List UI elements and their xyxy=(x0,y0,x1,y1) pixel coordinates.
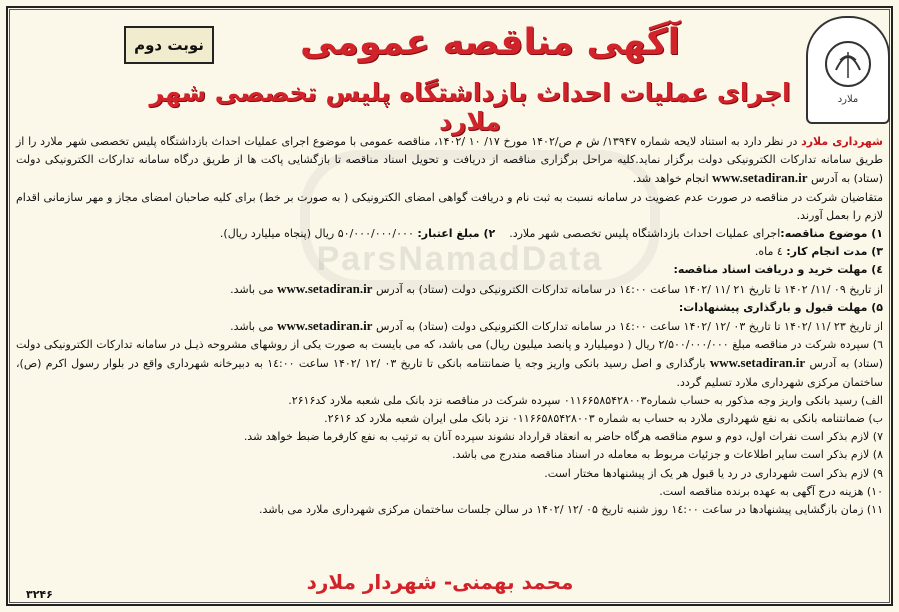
s5-text: از تاریخ ۲۳ /۱۱ /۱۴۰۲ تا تاریخ ۰۳ /۱۲ /۱۴۰۲ ساعت ۱٤:۰۰ در سامانه تدارکات الکترونیکی دولت (ستاد) به آدرس xyxy=(372,320,883,334)
s1-label: ۱) موضوع مناقصه: xyxy=(780,227,883,241)
s3-label: ۳) مدت انجام کار: xyxy=(786,245,883,259)
section-6 xyxy=(16,336,883,392)
setadiran-link[interactable]: www.setadiran.ir xyxy=(712,170,808,186)
section-11: ۱۱) زمان بازگشایی پیشنهادها در ساعت ۱٤:۰۰ روز شنبه تاریخ ۰۵ /۱۲ /۱۴۰۲ در سالن جلسات ساختمان مرکزی شهرداری ملارد می باشد. xyxy=(259,503,883,517)
intro-end: انجام خواهد شد. xyxy=(632,172,713,186)
s4-end: می باشد. xyxy=(230,282,278,296)
notice-header xyxy=(20,16,880,136)
section-1-2 xyxy=(16,225,883,243)
notice-subtitle: اجرای عملیات احداث بازداشتگاه پلیس تخصصی شهر ملارد xyxy=(149,78,791,136)
page-number: ۳۲۴۶ xyxy=(26,588,53,601)
section-8: ۸) لازم بذکر است سایر اطلاعات و جزئیات مربوط به معامله در اسناد مناقصه مندرج می باشد. xyxy=(452,448,883,462)
section-4 xyxy=(16,280,883,299)
section-5 xyxy=(16,317,883,336)
setadiran-link[interactable]: www.setadiran.ir xyxy=(709,355,806,371)
s1-text: اجرای عملیات احداث بازداشتگاه پلیس تخصصی شهر ملارد. xyxy=(509,227,781,241)
section-6-b: ب) ضمانتنامه بانکی به نفع شهرداری ملارد به حساب به شماره ۰۱۱۶۶۵۸۵۴۲۸۰۰۳ نزد بانک ملی ایران شعبه ملارد کد ۲۶۱۶. xyxy=(324,412,883,426)
municipality-logo-icon xyxy=(806,16,890,124)
setadiran-link[interactable]: www.setadiran.ir xyxy=(277,318,373,334)
section-10: ۱۰) هزینه درج آگهی به عهده برنده مناقصه است. xyxy=(659,484,883,498)
intro-paragraph xyxy=(16,133,883,189)
s5-end: می باشد. xyxy=(230,320,278,334)
signature: محمد بهمنی- شهردار ملارد xyxy=(306,570,574,594)
round-badge: نوبت دوم xyxy=(124,26,214,64)
watermark-text: ParsNamadData xyxy=(316,240,604,278)
s6-text: ٦) سپرده شرکت در مناقصه مبلغ ۲/۵۰۰/۰۰۰/۰۰۰ ریال ( دومیلیارد و پانصد میلیون ریال) می باشد، که می بایست به صورت یکی از روشهای مشروحه ذیـل در سامانه تدارکات الکترونیکی دولت (ستاد) به آدرس xyxy=(16,338,883,371)
s3-text: ٤ ماه. xyxy=(754,245,787,259)
intro-paragraph-2: متقاضیان شرکت در مناقصه در صورت عدم عضویت در سامانه نسبت به ثبت نام و دریافت گواهی امضای الکترونیکی ( به صورت بر خط) برای کلیه صاحبان امضای مجاز و مهر سازمانی اقدام لازم را بعمل آورند. xyxy=(16,190,883,222)
section-3 xyxy=(16,243,883,261)
s4-text: از تاریخ ۰۹ /۱۱/ ۱۴۰۲ تا تاریخ ۲۱ /۱۱ /۱۴۰۲ ساعت ۱٤:۰۰ در سامانه تدارکات الکترونیکی دولت (ستاد) به آدرس xyxy=(372,282,883,296)
s6-mid: بارگذاری و اصل رسید بانکی واریز وجه یا ضمانتنامه بانکی تا تاریخ ۰۳ /۱۲ /۱۴۰۲ ساعت ۱٤:۰۰ به دبیرخانه شهرداری واقع در بلوار رسول اکرم (ص)، ساختمان مرکزی شهرداری ملارد تسلیم گردد. xyxy=(16,357,883,389)
section-6-a: الف) رسید بانکی واریز وجه مذکور به حساب شماره۰۱۱۶۶۵۸۵۴۲۸۰۰۳ سپرده شرکت در مناقصه نزد بانک ملی شعبه ملارد کد۲۶۱۶. xyxy=(288,393,883,407)
s2-label: ۲) مبلغ اعتبار: xyxy=(417,227,496,241)
svg-text:ملارد: ملارد xyxy=(837,94,859,105)
section-9: ۹) لازم بذکر است شهرداری در رد یا قبول هر یک از پیشنهادها مختار است. xyxy=(544,466,883,480)
intro-text: در نظر دارد به استناد لایحه شماره ۱۳۹۴۷/ ش م ص/۱۴۰۲ مورخ ۱۷/ ۱۰ /۱۴۰۲، مناقصه عمومی با موضوع اجرای عملیات احداث بازداشتگاه پلیس تخصصی شهر ملارد را از طریق سامانه تدارکات الکترونیکی دولت برگزار نماید.کلیه مراحل برگزاری مناقصه از دریافت و تحویل اسناد مناقصه تا بازگشایی پاکت ها از طریق درگاه سامانه تدارکات الکترونیکی دولت (ستاد) به آدرس xyxy=(16,135,883,186)
section-7: ۷) لازم بذکر است نفرات اول، دوم و سوم مناقصه هرگاه حاضر به انعقاد قرارداد نشوند سپرده آنان به ترتیب به نفع کارفرما ضبط خواهد شد. xyxy=(243,430,883,444)
section-5-label: ۵) مهلت قبول و بارگذاری پیشنهادات: xyxy=(678,300,883,314)
intro-lead: شهرداری ملارد xyxy=(801,135,884,148)
notice-title: آگهی مناقصه عمومی xyxy=(300,22,680,63)
s2-text: ۵۰/۰۰۰/۰۰۰/۰۰۰ ریال (پنجاه میلیارد ریال). xyxy=(219,227,418,241)
notice-body xyxy=(16,133,883,519)
section-4-label: ٤) مهلت خرید و دریافت اسناد مناقصه: xyxy=(673,263,883,277)
setadiran-link[interactable]: www.setadiran.ir xyxy=(277,280,373,296)
